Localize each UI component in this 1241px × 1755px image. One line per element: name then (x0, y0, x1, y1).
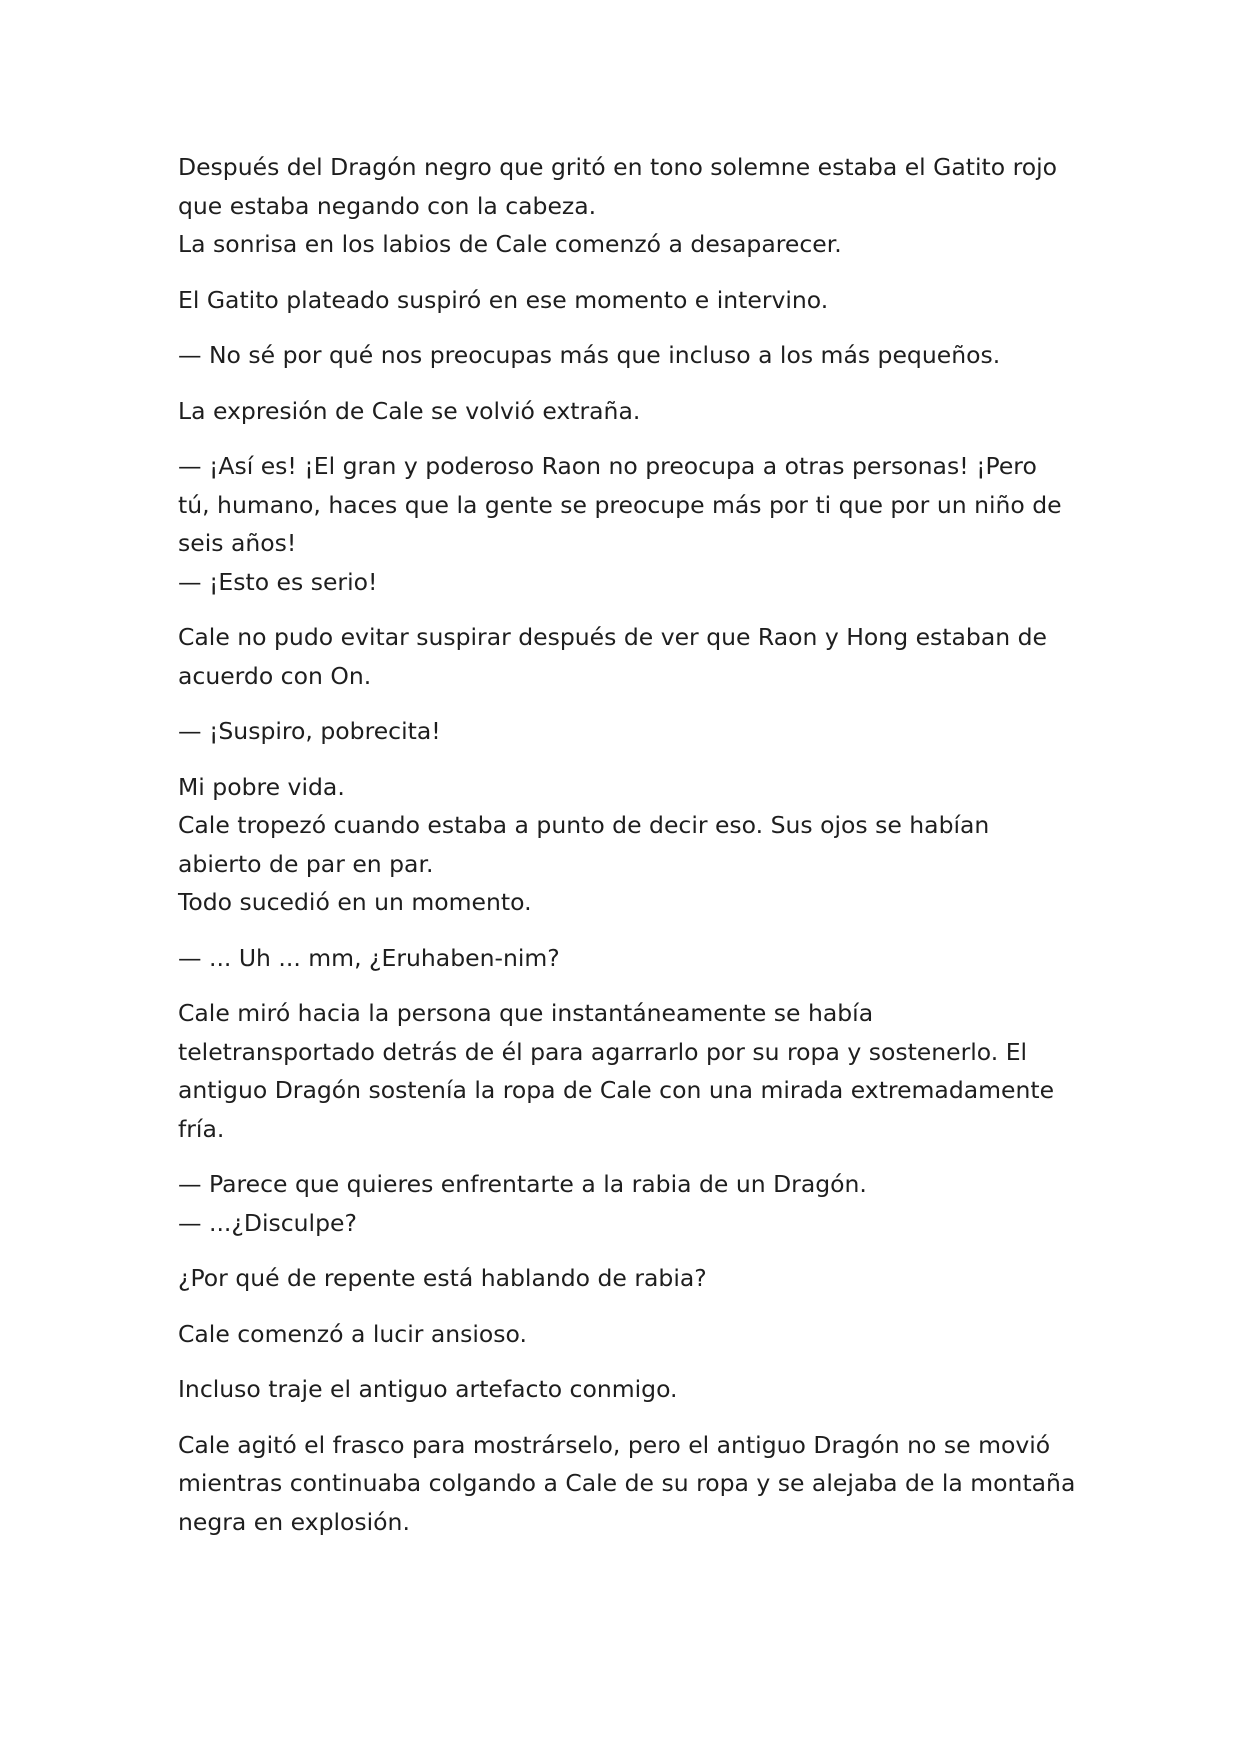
paragraph (178, 994, 1078, 1148)
text-line: Cale tropezó cuando estaba a punto de decir eso. Sus ojos se habían (178, 811, 990, 839)
paragraph (178, 336, 1078, 375)
text-line: La sonrisa en los labios de Cale comenzó a desaparecer. (178, 230, 842, 258)
text-line: — Parece que quieres enfrentarte a la rabia de un Dragón. (178, 1170, 867, 1198)
text-line: — ¡Así es! ¡El gran y poderoso Raon no preocupa a otras personas! ¡Pero (178, 452, 1037, 480)
text-line: La expresión de Cale se volvió extraña. (178, 396, 641, 425)
text-line: acuerdo con On. (178, 661, 372, 690)
text-line: ¿Por qué de repente está hablando de rabia? (178, 1264, 707, 1292)
paragraph (178, 1165, 1078, 1242)
paragraph (178, 939, 1078, 978)
text-line: Mi pobre vida. (178, 772, 345, 801)
text-line: fría. (178, 1114, 225, 1143)
text-line: abierto de par en par. (178, 849, 434, 878)
text-line: negra en explosión. (178, 1507, 410, 1536)
paragraph (178, 618, 1078, 695)
paragraph (178, 1426, 1078, 1542)
document-body (178, 148, 1078, 1558)
text-line: antiguo Dragón sostenía la ropa de Cale con una mirada extremadamente (178, 1076, 1055, 1104)
text-line: El Gatito plateado suspiró en ese momento e intervino. (178, 285, 829, 314)
paragraph (178, 281, 1078, 320)
paragraph (178, 1259, 1078, 1298)
text-line: Después del Dragón negro que gritó en tono solemne estaba el Gatito rojo (178, 153, 1058, 181)
text-line: — ¡Suspiro, pobrecita! (178, 717, 441, 745)
paragraph (178, 1370, 1078, 1409)
text-line: mientras continuaba colgando a Cale de su ropa y se alejaba de la montaña (178, 1469, 1076, 1497)
text-line: Cale no pudo evitar suspirar después de ver que Raon y Hong estaban de (178, 623, 1047, 651)
paragraph (178, 447, 1078, 601)
text-line: que estaba negando con la cabeza. (178, 191, 597, 220)
text-line: — ...¿Disculpe? (178, 1208, 357, 1237)
text-line: Todo sucedió en un momento. (178, 888, 532, 916)
paragraph (178, 392, 1078, 431)
text-line: tú, humano, haces que la gente se preocupe más por ti que por un niño de (178, 490, 1062, 519)
text-line: — ... Uh ... mm, ¿Eruhaben-nim? (178, 943, 560, 972)
text-line: Cale miró hacia la persona que instantáneamente se había (178, 999, 874, 1027)
paragraph (178, 768, 1078, 922)
paragraph (178, 148, 1078, 264)
text-line: Cale agitó el frasco para mostrárselo, pero el antiguo Dragón no se movió (178, 1430, 1051, 1459)
text-line: seis años! (178, 529, 297, 557)
text-line: — No sé por qué nos preocupas más que incluso a los más pequeños. (178, 341, 1001, 369)
text-line: Cale comenzó a lucir ansioso. (178, 1319, 527, 1348)
text-line: Incluso traje el antiguo artefacto conmigo. (178, 1375, 678, 1403)
text-line: — ¡Esto es serio! (178, 567, 378, 596)
paragraph (178, 712, 1078, 751)
paragraph (178, 1315, 1078, 1354)
text-line: teletransportado detrás de él para agarrarlo por su ropa y sostenerlo. El (178, 1037, 1028, 1066)
